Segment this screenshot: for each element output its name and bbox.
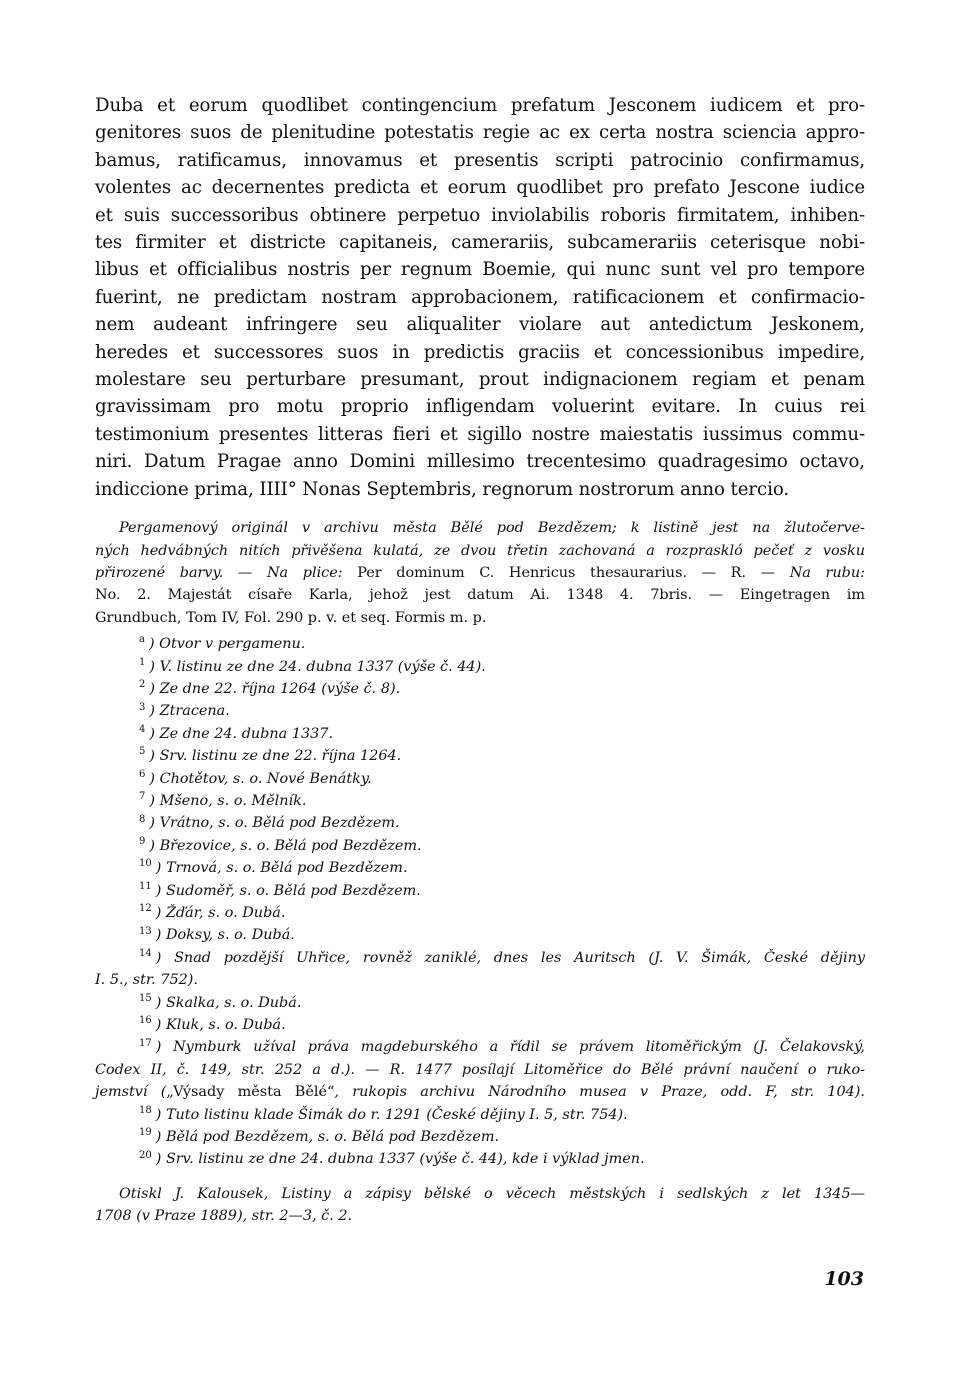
footnote: $^5$ ) Srv. listinu ze dne 22. října 1264. xyxy=(139,746,402,765)
footnote-mark: 19 xyxy=(139,1127,152,1139)
footnote-text: Doksy, s. o. Dubá. xyxy=(165,927,295,944)
footnote-mark: 2 xyxy=(139,679,146,691)
footnote: $^a$ ) Otvor v pergamenu. xyxy=(139,634,306,653)
footnote-mark: 9 xyxy=(139,835,146,847)
footnote-mark: 7 xyxy=(139,791,146,803)
footnote-mark: 11 xyxy=(139,880,152,892)
footnote: $^9$ ) Březovice, s. o. Bělá pod Bezdězem. xyxy=(139,835,422,854)
note-line: No. 2. Majestát císaře Karla, jehož jest datum Ai. 1348 4. 7bris. — Eingetragen im xyxy=(95,587,865,604)
note-line xyxy=(95,562,865,584)
text-line: fuerint, ne predictam nostram approbacionem, ratificacionem et confirmacio- xyxy=(95,286,865,308)
footnote-text: Žďár, s. o. Dubá. xyxy=(165,905,286,921)
footnote-text: Vrátno, s. o. Bělá pod Bezdězem. xyxy=(159,815,400,832)
footnote-text: Ztracena. xyxy=(159,703,230,720)
footnote-text: Nymburk užíval práva magdeburského a řídil se právem litoměřickým (J. Čelakovský, xyxy=(173,1039,865,1056)
footnote: $^{14}$ ) Snad pozdější Uhřice, rovněž zaniklé, dnes les Auritsch (J. V. Šimák, České dějiny xyxy=(139,948,865,966)
note-line: ných hedvábných nitích přivěšena kulatá, ze dvou třetin zachovaná a rozpraskló pečeť z vosku xyxy=(95,542,865,559)
footnote-text: Srv. listinu ze dne 24. dubna 1337 (výše č. 44), kde i výklad jmen. xyxy=(165,1151,645,1168)
footnote-italic: , rukopis archivu Národního musea v Praze, odd. F, str. 104). xyxy=(334,1084,865,1101)
footnote: $^6$ ) Chotětov, s. o. Nové Benátky. xyxy=(139,768,372,787)
footnote-text: Chotětov, s. o. Nové Benátky. xyxy=(159,770,372,787)
footnote-mark: 10 xyxy=(139,858,152,870)
text-line: nem audeant infringere seu aliqualiter violare aut antedictum Jeskonem, xyxy=(95,314,865,336)
footnote-mark: 4 xyxy=(139,723,146,735)
footnote-mark: 8 xyxy=(139,813,146,825)
footnote-mark: 1 xyxy=(139,656,146,668)
footnote-text: Ze dne 24. dubna 1337. xyxy=(159,725,334,742)
text-line: gravissimam pro motu proprio infligendam voluerint evitare. In cuius rei xyxy=(95,396,865,418)
source-line: Otiskl J. Kalousek, Listiny a zápisy bělské o věcech městských i sedlských z let 1345— xyxy=(119,1185,865,1202)
footnote-mark: 13 xyxy=(139,925,152,937)
text-line: niri. Datum Pragae anno Domini millesimo trecentesimo quadragesimo octavo, xyxy=(95,451,865,473)
text-line: tes firmiter et districte capitaneis, camerariis, subcamerariis ceterisque nobi- xyxy=(95,232,865,254)
footnotes xyxy=(95,633,865,1171)
footnote: $^4$ ) Ze dne 24. dubna 1337. xyxy=(139,723,334,742)
footnote-text: Trnová, s. o. Bělá pod Bezdězem. xyxy=(165,860,408,877)
source-line: 1708 (v Praze 1889), str. 2—3, č. 2. xyxy=(95,1208,353,1225)
footnote-text: Sudoměř, s. o. Bělá pod Bezdězem. xyxy=(165,882,421,899)
footnote: $^7$ ) Mšeno, s. o. Mělník. xyxy=(139,791,307,809)
footnote-mark: 12 xyxy=(139,903,152,915)
footnote-mark: 5 xyxy=(139,746,146,758)
text-line: libus et officialibus nostris per regnum Boemie, qui nunc sunt vel pro tempore xyxy=(95,259,865,281)
footnote-mark: 18 xyxy=(139,1104,152,1116)
page-body xyxy=(95,92,865,1228)
footnote-mark: 6 xyxy=(139,768,146,780)
text-line: indiccione prima, IIII° Nonas Septembris, regnorum nostrorum anno tercio. xyxy=(95,478,790,500)
text-line: testimonium presentes litteras fieri et sigillo nostre maiestatis iussimus commu- xyxy=(95,423,865,445)
footnote: $^{17}$ ) Nymburk užíval práva magdeburského a řídil se právem litoměřickým (J. Čelakovský, xyxy=(139,1037,865,1056)
footnote: $^{15}$ ) Skalka, s. o. Dubá. xyxy=(139,992,302,1011)
footnote: $^3$ ) Ztracena. xyxy=(139,701,230,720)
footnote-mark: a xyxy=(139,634,145,646)
text-line: Duba et eorum quodlibet contingencium prefatum Jesconem iudicem et pro- xyxy=(95,95,865,116)
footnote-text: V. listinu ze dne 24. dubna 1337 (výše č. 44). xyxy=(159,658,486,675)
footnote-mark: 17 xyxy=(139,1037,152,1049)
note-italic: Na rubu: xyxy=(789,564,865,581)
footnote-text: Ze dne 22. října 1264 (výše č. 8). xyxy=(159,680,401,697)
note-line: Pergamenový originál v archivu města Bělé pod Bezdězem; k listině jest na žlutočerve- xyxy=(119,520,865,537)
footnote-text: Mšeno, s. o. Mělník. xyxy=(159,792,307,809)
footnote-roman: „Výsady města Bělé“ xyxy=(166,1084,335,1101)
charter-text xyxy=(95,92,865,503)
footnote: $^{13}$ ) Doksy, s. o. Dubá. xyxy=(139,925,295,944)
footnote-continuation xyxy=(95,1081,865,1103)
text-line: bamus, ratificamus, innovamus et presentis scripti patrocinio confirmamus, xyxy=(95,149,865,171)
footnote-mark: 14 xyxy=(139,948,152,960)
footnote-mark: 3 xyxy=(139,701,146,713)
footnote: $^2$ ) Ze dne 22. října 1264 (výše č. 8). xyxy=(139,679,401,697)
footnote: $^{16}$ ) Kluk, s. o. Dubá. xyxy=(139,1015,286,1034)
text-line: genitores suos de plenitudine potestatis regie ac ex certa nostra sciencia appro- xyxy=(95,122,865,144)
text-line: heredes et successores suos in predictis graciis et concessionibus impedire, xyxy=(95,341,865,363)
footnote: $^{19}$ ) Bělá pod Bezdězem, s. o. Bělá pod Bezdězem. xyxy=(139,1127,500,1146)
footnote: $^{12}$ ) Žďár, s. o. Dubá. xyxy=(139,903,286,921)
footnote: $^{18}$ ) Tuto listinu klade Šimák do r. 1291 (České dějiny I. 5, str. 754). xyxy=(139,1104,628,1123)
archival-note xyxy=(95,517,865,629)
footnote: $^1$ ) V. listinu ze dne 24. dubna 1337 (výše č. 44). xyxy=(139,656,486,675)
footnote-text: Bělá pod Bezdězem, s. o. Bělá pod Bezdězem. xyxy=(165,1129,500,1146)
footnote-text: Březovice, s. o. Bělá pod Bezdězem. xyxy=(159,837,422,854)
footnote-text: Snad pozdější Uhřice, rovněž zaniklé, dnes les Auritsch (J. V. Šimák, České dějiny xyxy=(174,949,865,966)
footnote: $^{20}$ ) Srv. listinu ze dne 24. dubna 1337 (výše č. 44), kde i výklad jmen. xyxy=(139,1149,645,1168)
footnote-text: Tuto listinu klade Šimák do r. 1291 (České dějiny I. 5, str. 754). xyxy=(165,1106,628,1123)
text-line: volentes ac decernentes predicta et eorum quodlibet pro prefato Jescone iudice xyxy=(95,177,865,199)
note-italic: přirozené barvy. — Na plice: xyxy=(95,564,343,581)
source-citation xyxy=(95,1183,865,1228)
footnote: $^{10}$ ) Trnová, s. o. Bělá pod Bezdězem. xyxy=(139,858,408,877)
footnote: $^8$ ) Vrátno, s. o. Bělá pod Bezdězem. xyxy=(139,813,400,832)
page-number: 103 xyxy=(824,1268,864,1290)
footnote-continuation: I. 5., str. 752). xyxy=(95,972,198,989)
footnote-text: Skalka, s. o. Dubá. xyxy=(165,994,302,1011)
footnote-text: Otvor v pergamenu. xyxy=(159,636,306,653)
footnote-text: Srv. listinu ze dne 22. října 1264. xyxy=(159,748,402,765)
footnote: $^{11}$ ) Sudoměř, s. o. Bělá pod Bezdězem. xyxy=(139,880,421,899)
note-roman: Per dominum C. Henricus thesaurarius. — R. — xyxy=(342,564,790,581)
text-line: et suis successoribus obtinere perpetuo inviolabilis roboris firmitatem, inhiben- xyxy=(95,204,865,226)
footnote-mark: 20 xyxy=(139,1149,152,1161)
footnote-italic: jemství ( xyxy=(95,1084,167,1101)
footnote-mark: 15 xyxy=(139,992,152,1004)
text-line: molestare seu perturbare presumant, prout indignacionem regiam et penam xyxy=(95,369,865,391)
note-line: Grundbuch, Tom IV, Fol. 290 p. v. et seq. Formis m. p. xyxy=(95,609,487,626)
footnote-mark: 16 xyxy=(139,1015,152,1027)
footnote-text: Kluk, s. o. Dubá. xyxy=(165,1017,286,1034)
footnote-continuation: Codex II, č. 149, str. 252 a d.). — R. 1477 posílají Litoměřice do Bělé právní naučení o ruko- xyxy=(95,1061,865,1078)
